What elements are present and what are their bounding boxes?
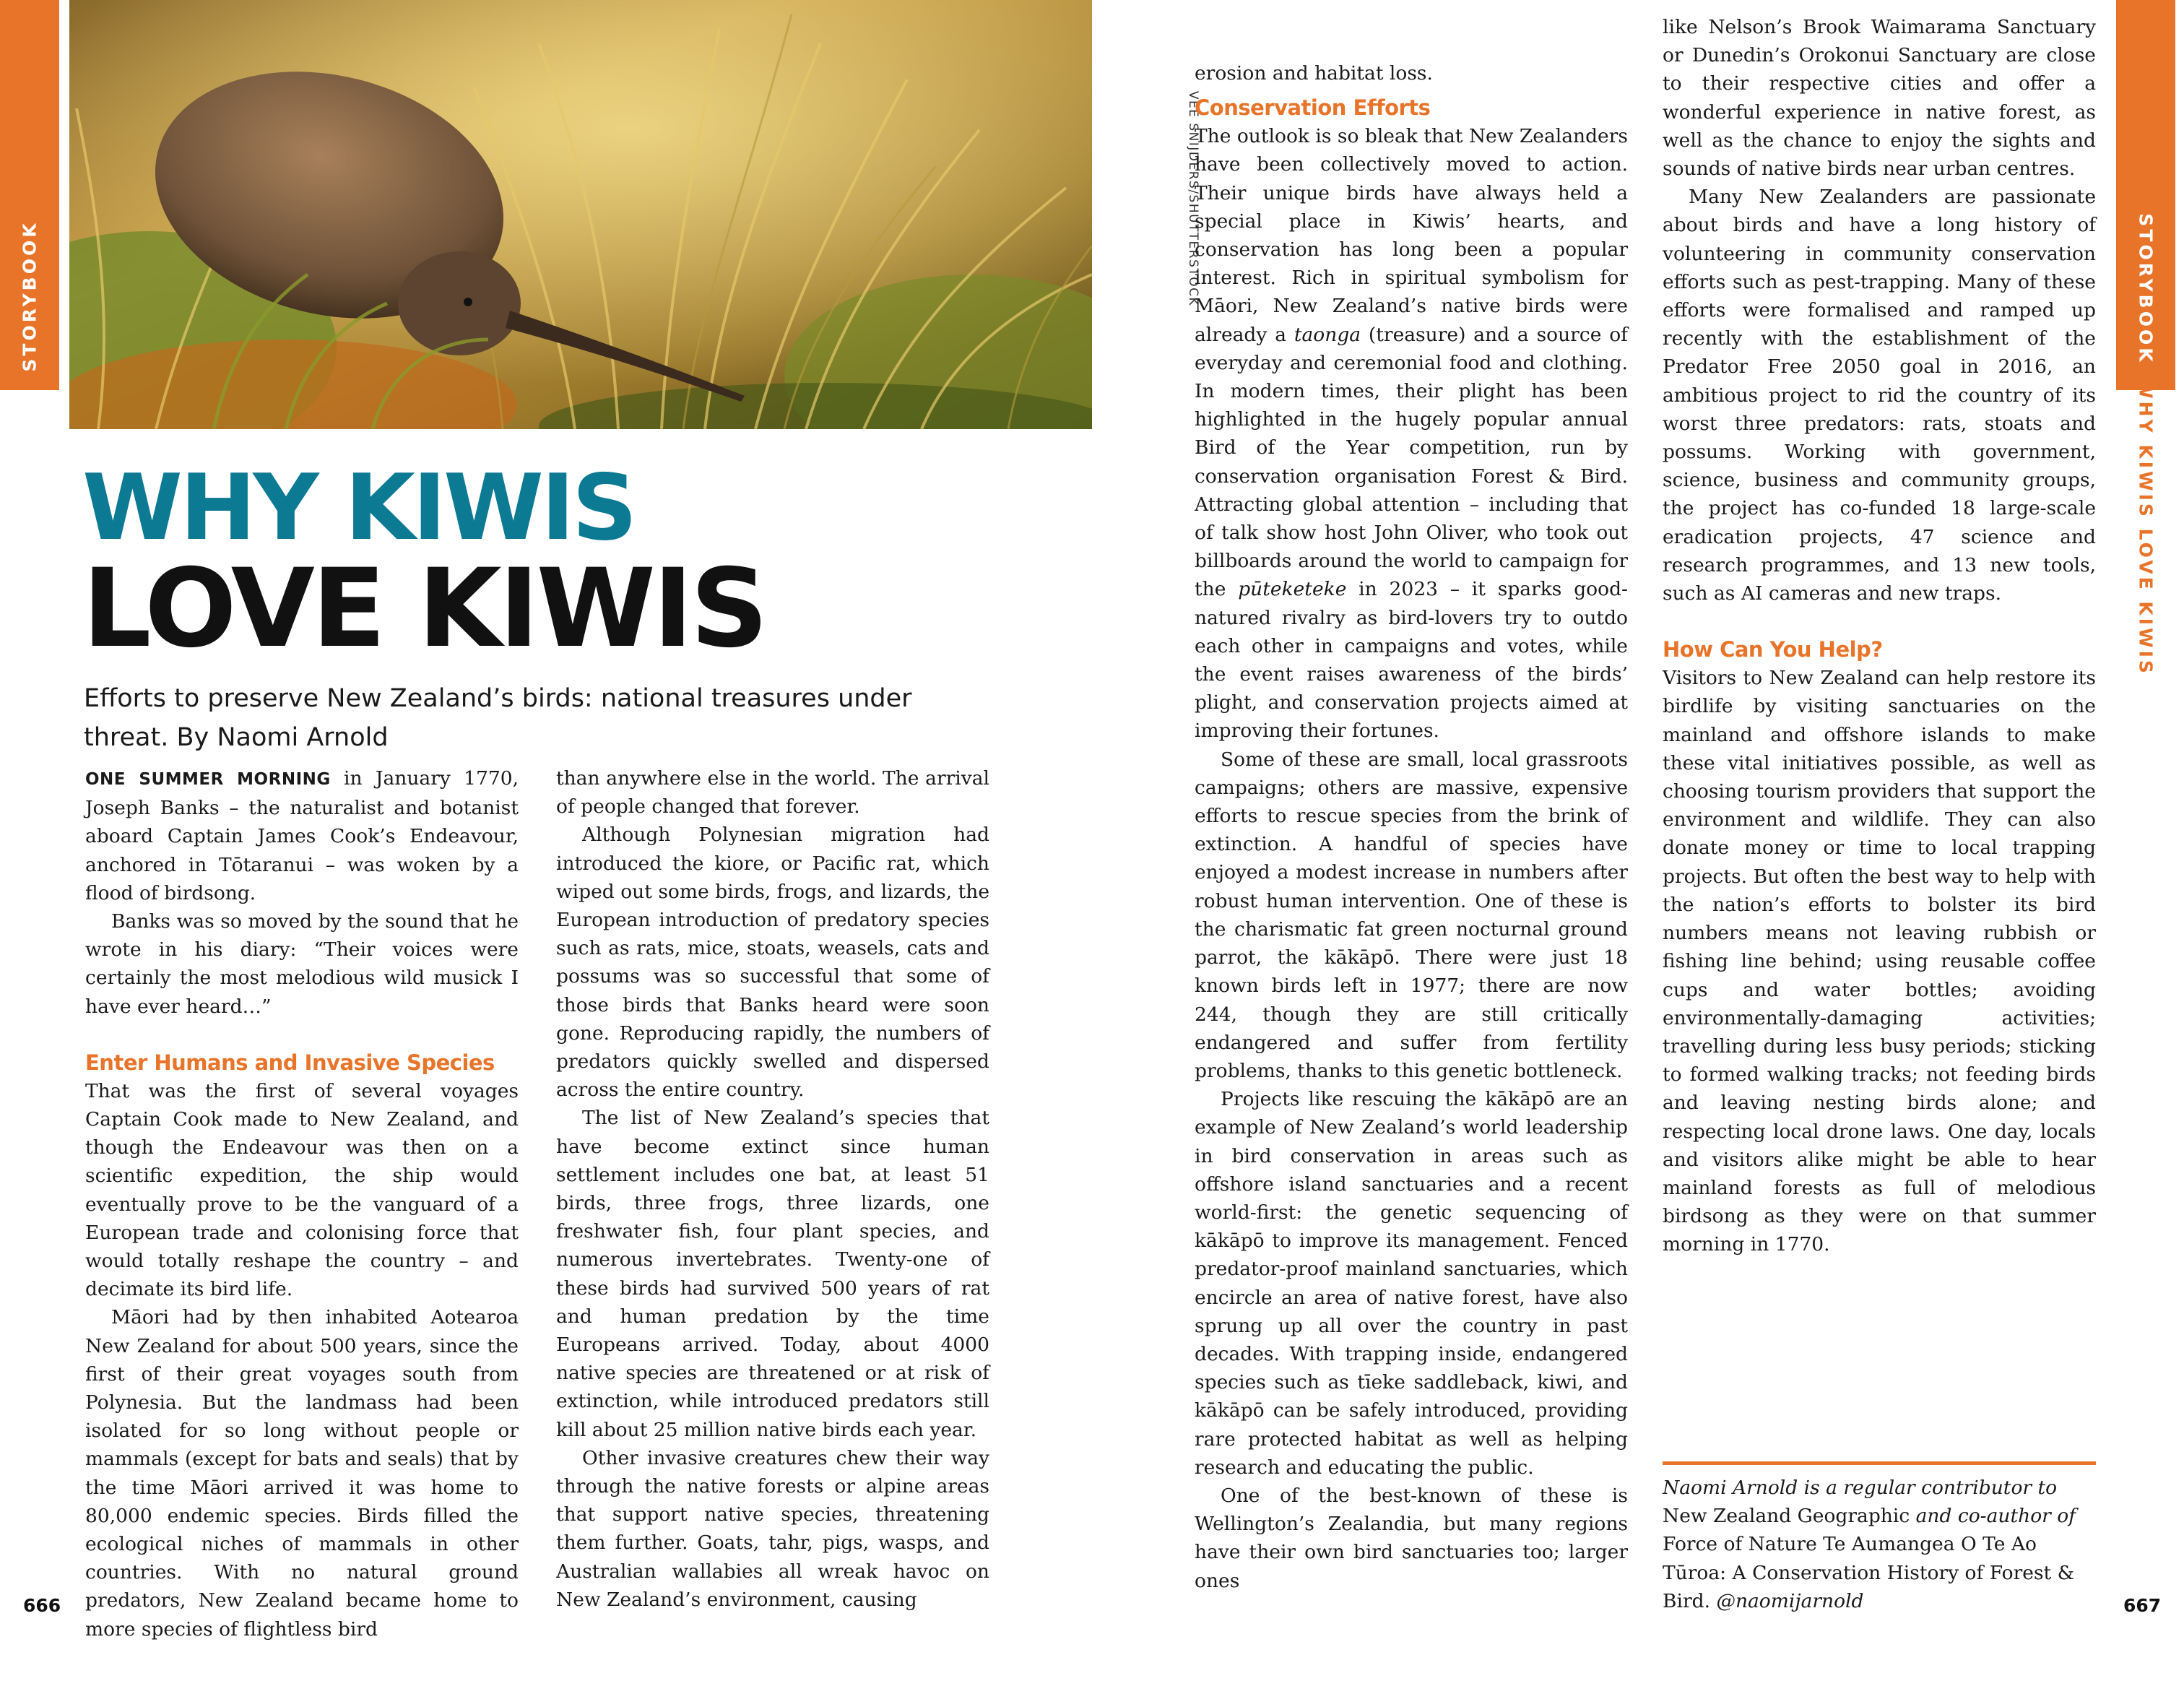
section-heading: Conservation Efforts [1195,95,1431,121]
lead-in: ONE SUMMER MORNING [85,770,331,789]
kiwi-photo [69,0,1092,429]
page-number-right: 667 [2123,1595,2162,1616]
body-paragraph: Although Polynesian migration had introduced the kiore, or Pacific rat, which wiped out some birds, frogs, and lizards, the European introduction of predatory species such as rats, mice, stoats, weasels, cats and possums was so successful that some of those birds that Banks heard were soon gone. Reproducing rapidly, the numbers of predators quickly swelled and dispersed across the entire country. [556,824,989,1102]
page-number-left: 666 [23,1595,61,1616]
body-column-1 [85,764,519,1643]
author-bio: Naomi Arnold is a regular contributor to New Zealand Geographic and co-author of Force of Nature Te Aumangea O Te Ao Tūroa: A Conservation History of Forest & Bird. @naomijarnold [1663,1477,2076,1612]
section-heading: How Can You Help? [1663,637,1883,662]
section-tab-left-label: STORYBOOK [19,220,40,372]
body-paragraph: like Nelson’s Brook Waimarama Sanctuary or Dunedin’s Orokonui Sanctuary are close to their respective cities and offer a wonderful experience in native forest, as well as the chance to enjoy the sights and sounds of native birds near urban centres. [1663,16,2096,181]
body-paragraph: Visitors to New Zealand can help restore its birdlife by visiting sanctuaries on the mainland and offshore islands to make these vital initiatives possible, as well as choosing tourism providers that support the environment and wildlife. They can also donate money or time to local trapping projects. But often the best way to help with the nation’s efforts to bolster its bird numbers means not leaving rubbish or fishing line behind; using reusable coffee cups and water bottles; avoiding environmentally-damaging activities; travelling during less busy periods; sticking to formed walking tracks; not feeding birds and leaving nesting birds alone; and respecting local drone laws. One day, locals and visitors alike might be able to hear mainland forests as full of melodious birdsong as they were on that summer morning in 1770. [1663,667,2096,1256]
title-line-1: WHY KIWIS [82,454,635,561]
title-line-2: LOVE KIWIS [82,546,766,672]
body-paragraph: Projects like rescuing the kākāpō are an example of New Zealand’s world leadership in bird conservation in areas such as offshore island sanctuaries and a recent world-first: the genetic sequencing of kākāpō to improve its management. Fenced predator-proof mainland sanctuaries, which encircle an area of native forest, have also sprung up all over the country in past decades. With trapping inside, endangered species such as tīeke saddleback, kiwi, and kākāpō can be safely introduced, providing rare protected habitat as well as helping research and educating the public. [1195,1088,1628,1479]
running-head: WHY KIWIS LOVE KIWIS [2135,379,2157,676]
body-paragraph: That was the first of several voyages Captain Cook made to New Zealand, and though the Endeavour was then on a scientific expedition, the ship would eventually prove to be the vanguard of a European trade and colonising force that would totally reshape the country – and decimate its bird life. [85,1079,519,1301]
body-paragraph: One of the best-known of these is Wellington’s Zealandia, but many regions have their own bird sanctuaries too; larger ones [1195,1484,1628,1592]
body-paragraph: Māori had by then inhabited Aotearoa New Zealand for about 500 years, since the first of their great voyages south from Polynesia. But the landmass had been isolated for so long without people or mammals (except for bats and seals) that by the time Māori arrived it was home to 80,000 endemic species. Birds filled the ecological niches of mammals in other countries. With no natural ground predators, New Zealand became home to more species of flightless bird [85,1306,519,1641]
body-paragraph: The list of New Zealand’s species that have become extinct since human settlement includes one bat, at least 51 birds, three frogs, three lizards, one freshwater fish, four plant species, and numerous invertebrates. Twenty-one of these birds had survived 500 years of rat and human predation by the time Europeans arrived. Today, about 4000 native species are threatened or at risk of extinction, while introduced predators still kill about 25 million native birds each year. [556,1107,989,1441]
section-heading: Enter Humans and Invasive Species [85,1050,495,1075]
body-paragraph: Many New Zealanders are passionate about birds and have a long history of volunteering in community conservation efforts such as pest-trapping. Many of these efforts were formalised and ramped up recently with the establishment of the Predator Free 2050 goal in 2016, an ambitious project to rid the country of its worst three predators: rats, stoats and possums. Working with government, science, business and community groups, the project has co-funded 18 large-scale eradication projects, 47 science and research programmes, and 13 new tools, such as AI cameras and new traps. [1663,186,2096,605]
body-paragraph: Banks was so moved by the sound that he wrote in his diary: “Their voices were certainly the most melodious wild musick I have ever heard…” [85,910,519,1018]
section-tab-right-label: STORYBOOK [2135,213,2157,365]
article-deck: Efforts to preserve New Zealand’s birds: national treasures under threat. By Naomi Arnold [84,684,912,752]
photo-credit: VEE SNIJDERS/SHUTTERSTOCK [1186,90,1200,307]
body-column-2 [556,764,989,1614]
body-paragraph: Some of these are small, local grassroots campaigns; others are massive, expensive efforts to rescue species from the brink of extinction. A handful of species have enjoyed a modest increase in numbers after robust human intervention. One of these is the charismatic fat green nocturnal ground parrot, the kākāpō. There were just 18 known birds left in 1977; there are now 244, though they are still critically endangered and suffer from fertility problems, thanks to this genetic bottleneck. [1195,748,1628,1082]
body-paragraph: than anywhere else in the world. The arrival of people changed that forever. [556,767,989,818]
body-paragraph: The outlook is so bleak that New Zealanders have been collectively moved to action. Their unique birds have always held a special place in Kiwis’ hearts, and conservation has long been a popular interest. Rich in spiritual symbolism for Māori, New Zealand’s native birds were already a taonga (treasure) and a source of everyday and ceremonial food and clothing. In modern times, their plight has been highlighted in the hugely popular annual Bird of the Year competition, run by conservation organisation Forest & Bird. Attracting global attention – including that of talk show host John Oliver, who took out billboards around the world to campaign for the pūteketeke in 2023 – it sparks good-natured rivalry as bird-lovers try to outdo each other in campaigns and votes, while the event raises awareness of the birds’ plight, and conservation projects aimed at improving their fortunes. [1195,125,1628,743]
bio-divider [1663,1461,2096,1465]
body-column-3 [1195,59,1628,1595]
body-paragraph: Other invasive creatures chew their way through the native forests or alpine areas that support native species, threatening them further. Goats, tahr, pigs, wasps, and Australian wallabies all wreak havoc on New Zealand’s environment, causing [556,1446,989,1611]
body-paragraph: erosion and habitat loss. [1195,62,1433,85]
body-column-4 [1663,13,2096,1259]
body-paragraph: ONE SUMMER MORNING in January 1770, Joseph Banks – the naturalist and botanist aboard Captain James Cook’s Endeavour, anchored in Tōtaranui – was woken by a flood of birdsong. [85,767,519,904]
